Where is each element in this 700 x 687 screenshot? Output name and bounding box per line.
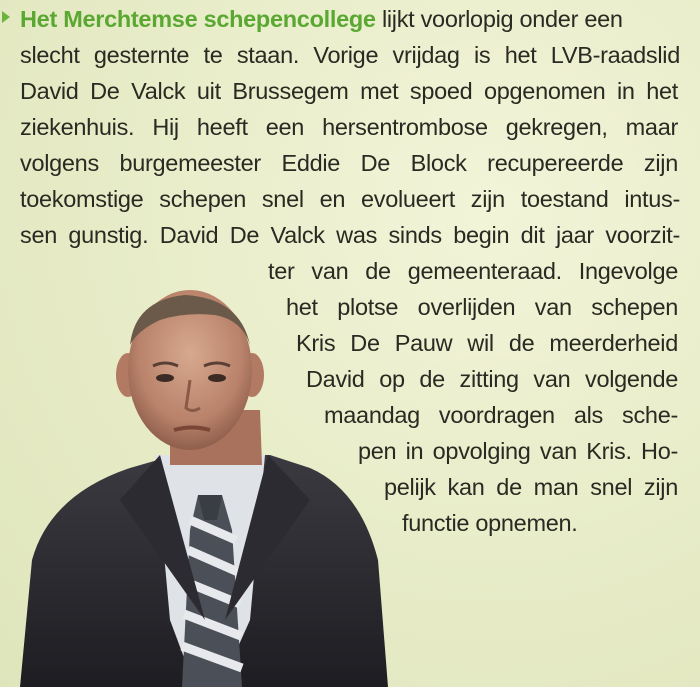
article-line-text: lijkt voorlopig onder een	[381, 6, 623, 32]
article-line-6: toekomstige schepen snel en evolueert zijn toestand intus-	[20, 186, 680, 212]
article-line-14: pelijk kan de man snel zijn	[384, 474, 678, 500]
article-line-8: ter van de gemeenteraad. Ingevolge	[268, 258, 678, 284]
article-lead: Het Merchtemse schepencollege	[20, 6, 376, 32]
portrait-photo	[10, 290, 390, 687]
article-line-1	[20, 4, 680, 34]
arrow-bullet-icon	[2, 11, 10, 23]
article-line-11: David op de zitting van volgende	[306, 366, 678, 392]
article-line-2: slecht gesternte te staan. Vorige vrijdag is het LVB-raadslid	[20, 42, 680, 68]
article-line-10: Kris De Pauw wil de meerderheid	[296, 330, 678, 356]
article-line-3: David De Valck uit Brussegem met spoed opgenomen in het	[20, 78, 678, 104]
article-line-5: volgens burgemeester Eddie De Block recupereerde zijn	[20, 150, 678, 176]
article-line-9: het plotse overlijden van schepen	[286, 294, 678, 320]
article-line-13: pen in opvolging van Kris. Ho-	[358, 438, 678, 464]
article-line-4: ziekenhuis. Hij heeft een hersentrombose gekregen, maar	[20, 114, 678, 140]
article-line-12: maandag voordragen als sche-	[324, 402, 678, 428]
article-line-15: functie opnemen.	[402, 510, 578, 536]
article-line-7: sen gunstig. David De Valck was sinds begin dit jaar voorzit-	[20, 222, 680, 248]
